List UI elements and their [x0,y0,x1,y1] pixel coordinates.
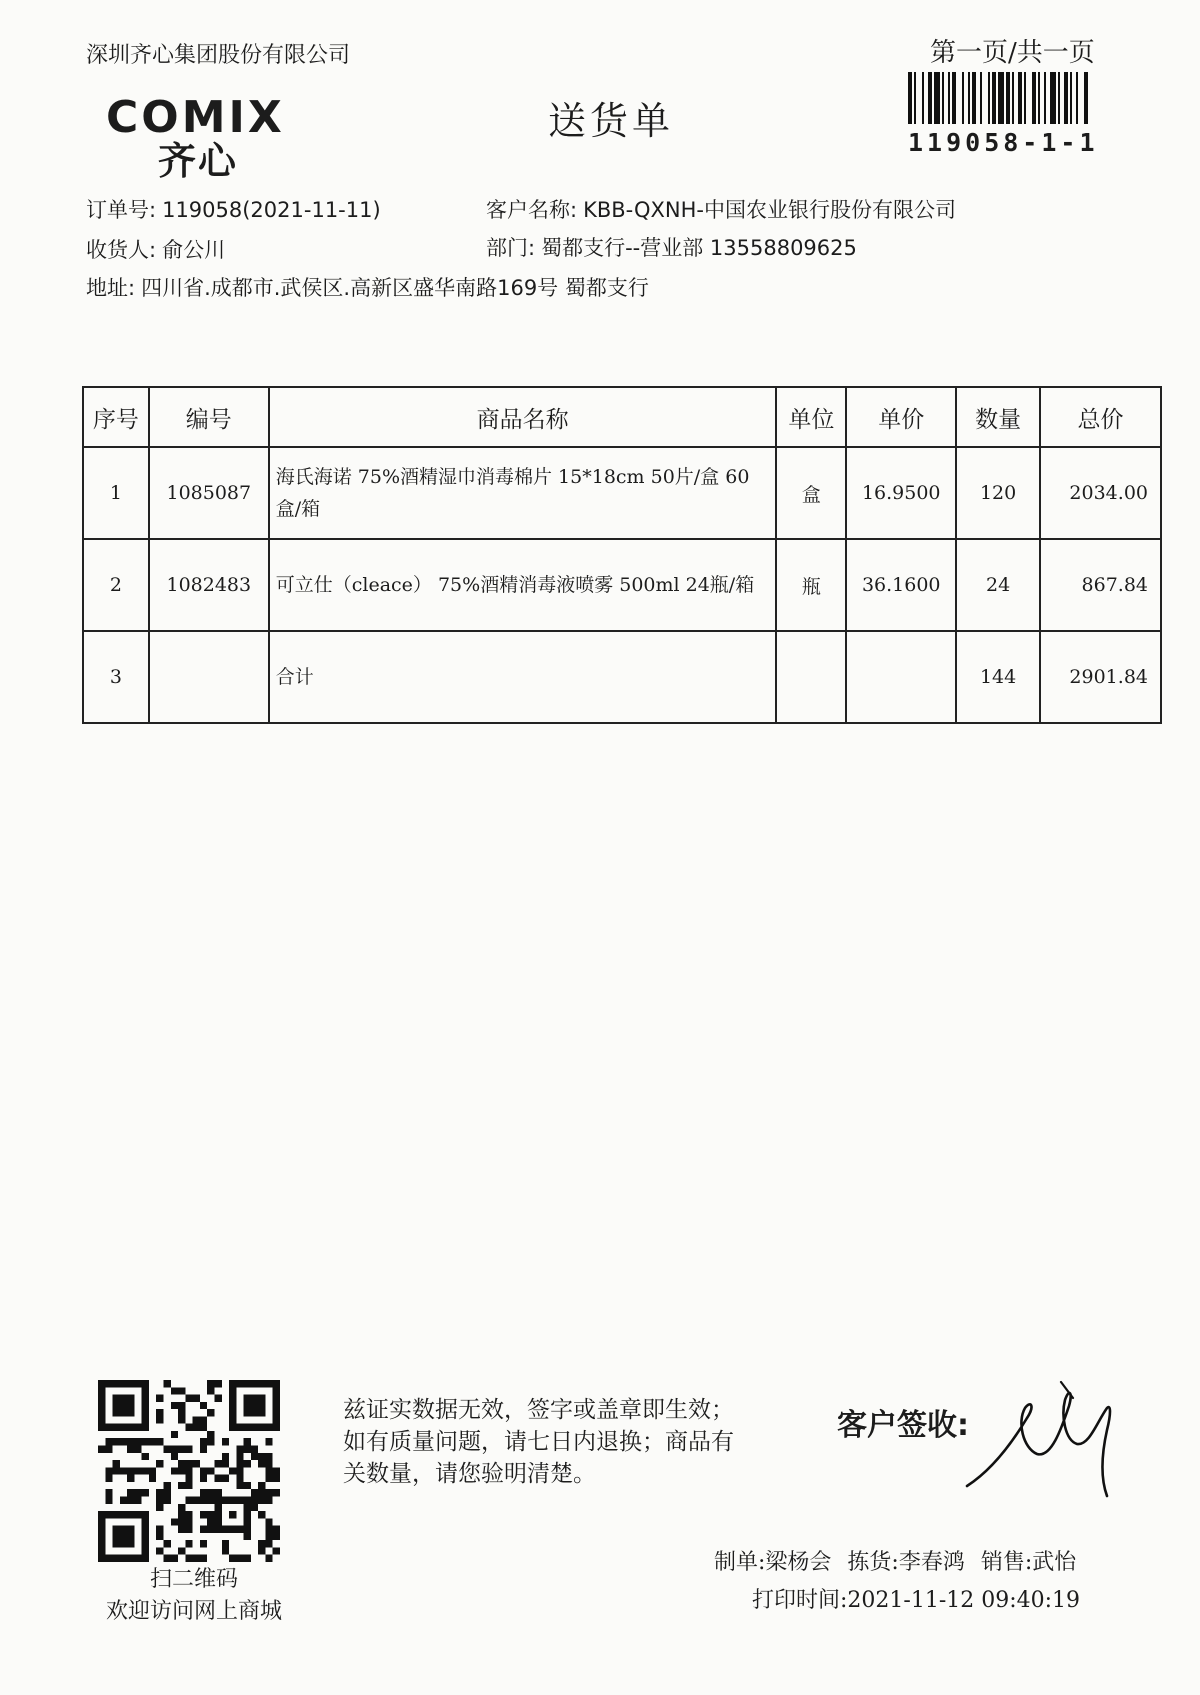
receiver-value: 俞公川 [162,238,226,262]
cell-unit-price: 16.9500 [846,447,956,539]
qr-caption-shop: 欢迎访问网上商城 [105,1599,282,1624]
cell-unit: 瓶 [776,539,846,631]
order-number-value: 119058(2021-11-11) [162,198,381,222]
header-product-name: 商品名称 [269,387,777,447]
department [486,232,857,262]
handwritten-signature [965,1378,1135,1508]
header-total: 总价 [1040,387,1161,447]
cell-unit [776,631,846,723]
cell-total: 867.84 [1040,539,1161,631]
receiver-label: 收货人: [86,238,157,262]
address [86,272,649,302]
comix-logo [106,92,336,186]
cell-quantity: 120 [956,447,1040,539]
maker: 制单:梁杨会 [714,1550,832,1575]
cell-quantity: 144 [956,631,1040,723]
cell-total: 2034.00 [1040,447,1161,539]
department-label: 部门: [486,236,536,260]
qr-code [98,1380,280,1562]
header-unit-price: 单价 [846,387,956,447]
cell-unit: 盒 [776,447,846,539]
barcode [908,72,1124,124]
receiver [86,234,225,264]
page-info: 第一页/共一页 [930,38,1095,68]
qr-caption [88,1564,300,1628]
customer-name [486,194,956,224]
cell-seq: 1 [83,447,149,539]
cell-product-name: 海氏海诺 75%酒精湿巾消毒棉片 15*18cm 50片/盒 60盒/箱 [269,447,777,539]
table-header-row [83,387,1161,447]
cell-seq: 3 [83,631,149,723]
logo-text-en: COMIX [106,92,285,143]
order-number [86,194,381,224]
table-row [83,539,1161,631]
cell-quantity: 24 [956,539,1040,631]
notice-text: 兹证实数据无效，签字或盖章即生效；如有质量问题，请七日内退换；商品有关数量，请您验明清楚。 [343,1397,734,1487]
qr-caption-scan: 扫二维码 [149,1567,238,1592]
order-number-label: 订单号: [86,198,157,222]
cell-product-name: 可立仕（cleace） 75%酒精消毒液喷雾 500ml 24瓶/箱 [269,539,777,631]
logo-text-cn: 齐心 [158,139,239,183]
cell-code [149,631,269,723]
header-seq: 序号 [83,387,149,447]
sales: 销售:武怡 [980,1550,1077,1575]
cell-product-name: 合计 [269,631,777,723]
cell-seq: 2 [83,539,149,631]
header-code: 编号 [149,387,269,447]
cell-total: 2901.84 [1040,631,1161,723]
table-row [83,631,1161,723]
cell-code: 1085087 [149,447,269,539]
customer-label: 客户名称: [486,198,578,222]
header-quantity: 数量 [956,387,1040,447]
customer-sign-label: 客户签收: [837,1408,969,1443]
company-name: 深圳齐心集团股份有限公司 [86,43,351,68]
department-value: 蜀都支行--营业部 13558809625 [541,236,857,260]
cell-unit-price: 36.1600 [846,539,956,631]
header-unit: 单位 [776,387,846,447]
staff-info [714,1545,1092,1576]
document-title: 送货单 [548,99,675,143]
cell-code: 1082483 [149,539,269,631]
picker: 拣货:李春鸿 [847,1550,965,1575]
print-time: 打印时间:2021-11-12 09:40:19 [752,1588,1081,1613]
address-value: 四川省.成都市.武侯区.高新区盛华南路169号 蜀都支行 [141,276,649,300]
barcode-number: 119058-1-1 [908,128,1099,157]
customer-value: KBB-QXNH-中国农业银行股份有限公司 [583,198,957,222]
items-table [82,386,1162,724]
address-label: 地址: [86,276,136,300]
table-row [83,447,1161,539]
cell-unit-price [846,631,956,723]
